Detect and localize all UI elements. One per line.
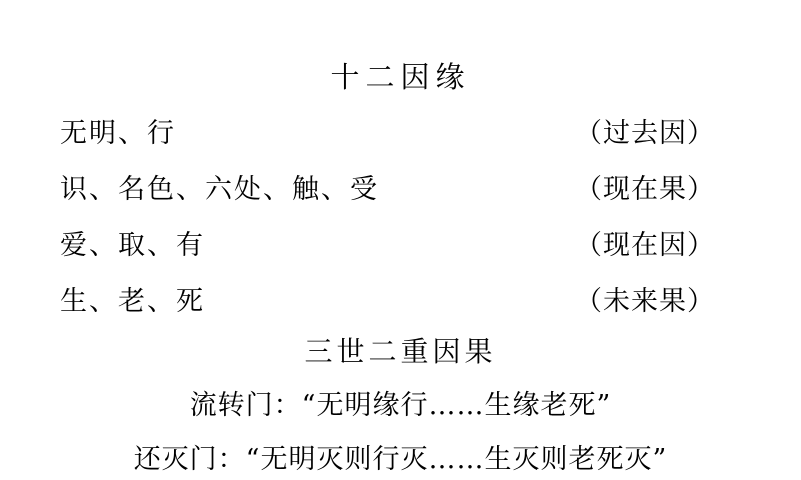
row-category-label: （现在果） (575, 174, 715, 205)
section-subtitle: 三世二重因果 (304, 335, 497, 368)
row-links-label: 爱、取、有 (60, 230, 205, 261)
reverse-sequence-line: 还灭门：“无明灭则行灭……生灭则老死灭” (133, 444, 668, 475)
table-row (0, 162, 801, 218)
row-links-label: 生、老、死 (60, 286, 205, 317)
table-row (0, 106, 801, 162)
table-row (0, 218, 801, 274)
page-title: 十二因缘 (330, 60, 471, 94)
row-category-label: （未来果） (575, 286, 715, 317)
row-category-label: （过去因） (575, 118, 715, 149)
row-links-label: 识、名色、六处、触、受 (60, 174, 379, 205)
row-links-label: 无明、行 (60, 118, 176, 149)
twelve-links-table (0, 106, 801, 330)
row-category-label: （现在因） (575, 230, 715, 261)
table-row (0, 274, 801, 330)
forward-sequence-line: 流转门：“无明缘行……生缘老死” (189, 390, 612, 421)
